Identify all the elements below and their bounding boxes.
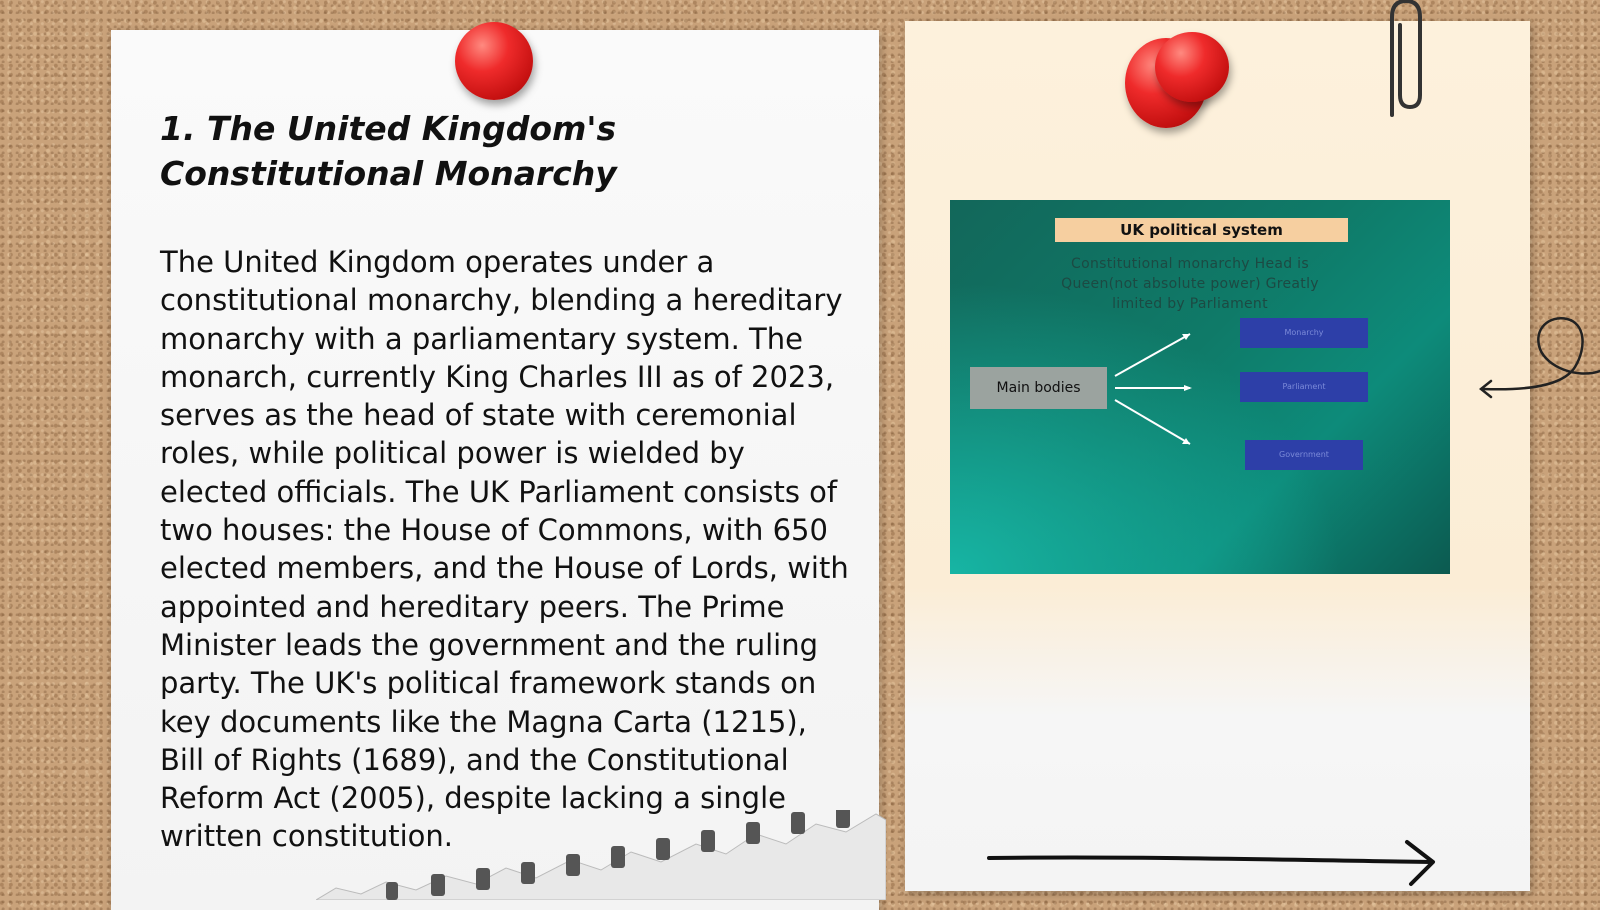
branch-arrows: [950, 200, 1450, 574]
red-pushpin-right-front: [1155, 32, 1229, 102]
branch-box-parliament: Parliament: [1240, 372, 1368, 402]
branch-box-monarchy: Monarchy: [1240, 318, 1368, 348]
card-heading: 1. The United Kingdom's Constitutional Monarchy: [160, 109, 617, 193]
slide-title: UK political system: [1055, 218, 1348, 242]
long-arrow-doodle: [985, 836, 1445, 896]
curl-arrow-doodle: [1477, 311, 1600, 411]
paperclip-icon: [1372, 0, 1426, 127]
slide-description: Constitutional monarchy Head is Queen(not absolute power) Greatly limited by Parliament: [1061, 256, 1319, 312]
branch-box-government: Government: [1245, 440, 1363, 470]
card-paragraph: The United Kingdom operates under a constitutional monarchy, blending a hereditary monarchy with a parliamentary system. The monarch, currently King Charles III as of 2023, serves as the head of state with ceremonial roles, while political power is wielded by elected officials. The UK Parliament consists of two houses: the House of Commons, with 650 elected members, and the House of Lords, with appointed and hereditary peers. The Prime Minister leads the government and the ruling party. The UK's political framework stands on key documents like the Magna Carta (1215), Bill of Rights (1689), and the Constitutional Reform Act (2005), despite lacking a single written constitution.: [160, 245, 849, 854]
uk-political-system-slide: [950, 200, 1450, 574]
main-bodies-box: Main bodies: [970, 367, 1107, 409]
red-pushpin-left: [455, 22, 533, 100]
